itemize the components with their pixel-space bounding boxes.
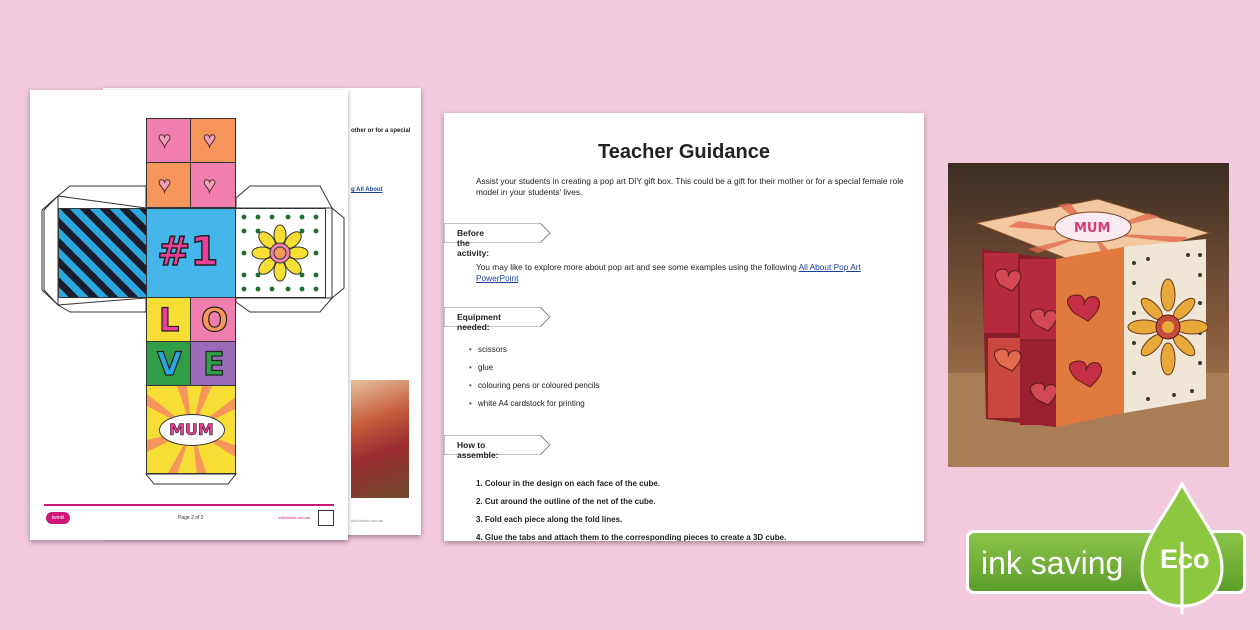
equipment-item: • scissors (478, 345, 507, 354)
heart-icon: ♥ (158, 172, 172, 197)
before-text (476, 262, 896, 284)
equipment-item: • glue (478, 363, 493, 372)
page-number: Page 2 of 2 (178, 515, 204, 521)
back-page-link-fragment: g All About (351, 187, 383, 193)
heart-cell (190, 118, 236, 163)
back-page-footer: visit twinkl.com.au (351, 518, 384, 523)
love-letter: E (203, 345, 225, 383)
all-about-pop-art-link[interactable]: All About Pop Art PowerPoint (476, 262, 861, 283)
mum-sunburst-face (146, 385, 236, 474)
heart-cell (190, 162, 236, 208)
footer-divider (44, 504, 334, 506)
heart-icon: ♥ (203, 127, 217, 152)
assembly-step: 2. Cut around the outline of the net of the cube. (476, 497, 656, 506)
assembly-step: 3. Fold each piece along the fold lines. (476, 515, 623, 524)
section-equipment-title: Equipment needed: (457, 312, 501, 332)
page-title: Teacher Guidance (598, 141, 770, 163)
eco-label: Eco (1160, 544, 1210, 574)
assembly-step: 1. Colour in the design on each face of the cube. (476, 479, 661, 488)
equipment-item: • colouring pens or coloured pencils (478, 381, 599, 390)
striped-face (58, 208, 147, 298)
cube-photo (948, 163, 1229, 467)
cube-illustration (948, 163, 1229, 467)
before-text-body: You may like to explore more about pop art and see some examples using the following (476, 262, 797, 272)
cube-net-page (30, 90, 348, 540)
love-letter-cell (146, 297, 191, 342)
mum-label: MUM (169, 420, 214, 439)
love-letter-cell (190, 341, 236, 386)
back-page-photo-thumbnail (351, 380, 409, 498)
back-page-text-fragment: other or for a special (351, 128, 411, 134)
love-letter-cell (190, 297, 236, 342)
heart-icon: ♥ (203, 172, 217, 197)
section-before-title: Before the activity: (457, 228, 490, 258)
footer-url: visit twinkl.com.au (278, 515, 311, 520)
number-one-label: #1 (157, 229, 219, 275)
heart-cell (146, 118, 191, 163)
footer-badge (318, 510, 334, 526)
heart-cell (146, 162, 191, 208)
photo-mum-label: MUM (1074, 221, 1111, 236)
love-letter: L (159, 301, 180, 339)
section-assemble-title: How to assemble: (457, 440, 499, 460)
equipment-item: • white A4 cardstock for printing (478, 399, 585, 408)
teacher-guidance-page (444, 113, 924, 541)
flower-face (235, 208, 326, 298)
assembly-step: 4. Glue the tabs and attach them to the corresponding pieces to create a 3D cube. (476, 533, 787, 541)
number-one-face (146, 208, 236, 298)
love-letter: O (201, 301, 229, 339)
twinkl-logo: twinkl (46, 512, 70, 524)
ink-saving-label: ink saving (981, 545, 1124, 581)
love-letter-cell (146, 341, 191, 386)
intro-text: Assist your students in creating a pop art DIY gift box. This could be a gift for their mother or for a special female role model in your students' lives. (476, 176, 904, 197)
heart-icon: ♥ (158, 127, 172, 152)
flower-icon (236, 209, 325, 297)
love-letter: V (157, 345, 182, 383)
